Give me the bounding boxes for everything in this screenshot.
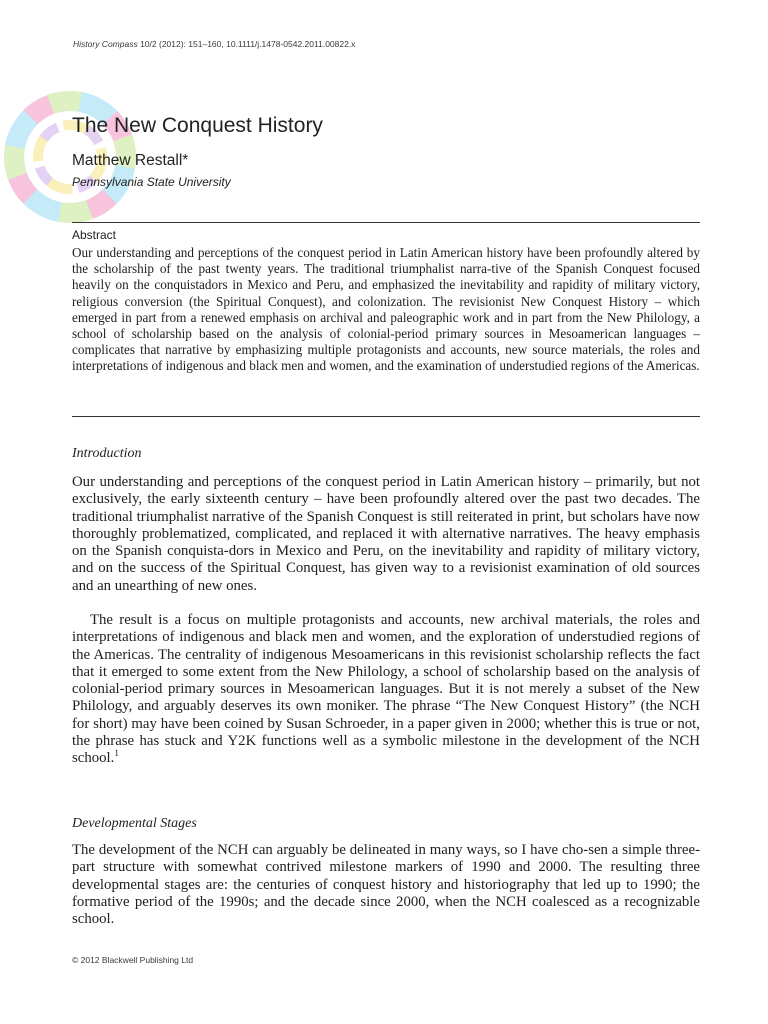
abstract-heading: Abstract	[72, 228, 117, 242]
introduction-heading: Introduction	[72, 446, 142, 461]
introduction-paragraph-1: Our understanding and perceptions of the conquest period in Latin American history – primarily, but not exclusively, the early sixteenth century – have been profoundly altered over the past two decades. The traditional triumphalist narrative of the Spanish Conquest is still reiterated in print, but scholars have now thoroughly problematized, complicated, and replaced it with alternative narratives. The heavy emphasis on the Spanish conquista-dors in Mexico and Peru, on the inevitability and rapidity of military victory, and on the success of the Spiritual Conquest, has given way to a revisionist examination of old sources and an unearthing of new ones.	[72, 474, 700, 594]
journal-name: History Compass	[73, 39, 138, 49]
copyright-notice: © 2012 Blackwell Publishing Ltd	[72, 955, 194, 965]
developmental-stages-paragraph: The development of the NCH can arguably be delineated in many ways, so I have cho-sen a simple three-part structure with somewhat contrived milestone markers of 1990 and 2000. The resulting three developmental stages are: the centuries of conquest history and historiography that led up to 1990; the formative period of the 1990s; and the decade since 2000, when the NCH coalesced as a recognizable school.	[72, 842, 700, 928]
author-affiliation: Pennsylvania State University	[72, 175, 231, 189]
article-title: The New Conquest History	[72, 114, 323, 137]
citation-details: 10/2 (2012): 151–160, 10.1111/j.1478-0542.2011.00822.x	[137, 39, 356, 49]
introduction-paragraph-2	[72, 612, 700, 768]
abstract-bottom-rule	[72, 416, 700, 417]
article-author: Matthew Restall*	[72, 152, 189, 169]
footnote-reference[interactable]: 1	[114, 748, 119, 759]
abstract-top-rule	[72, 222, 700, 223]
abstract-text: Our understanding and perceptions of the conquest period in Latin American history have been profoundly altered by the scholarship of the past twenty years. The traditional triumphalist narra-tive of the Spanish Conquest focused heavily on the conquistadors in Mexico and Peru, and emphasized the inevitability and rapidity of military victory, religious conversion (the Spiritual Conquest), and colonization. The revisionist New Conquest History – which emerged in part from a renewed emphasis on archival and paleographic work and in part from the New Philology, a school of scholarship based on the analysis of colonial-period primary sources in Mesoamerican languages – complicates that narrative by emphasizing multiple protagonists and accounts, new source materials, the roles and interpretations of indigenous and black men and women, and the examination of understudied regions of the Americas.	[72, 245, 700, 374]
journal-citation	[73, 39, 355, 49]
developmental-stages-heading: Developmental Stages	[72, 816, 197, 831]
introduction-paragraph-2-text: The result is a focus on multiple protagonists and accounts, new archival materials, the roles and interpretations of indigenous and black men and women, and the exploration of understudied regions of the Americas. The centrality of indigenous Mesoamericans in this revisionist scholarship reflects the fact that it emerged to some extent from the New Philology, a school of scholarship based on the analysis of colonial-period primary sources in Mesoamerican languages. But it is not merely a subset of the New Philology, and arguably deserves its own moniker. The phrase “The New Conquest History” (the NCH for short) may have been coined by Susan Schroeder, in a paper given in 2000; whether this is true or not, the phrase has stuck and Y2K functions well as a symbolic milestone in the development of the NCH school.	[72, 612, 700, 767]
